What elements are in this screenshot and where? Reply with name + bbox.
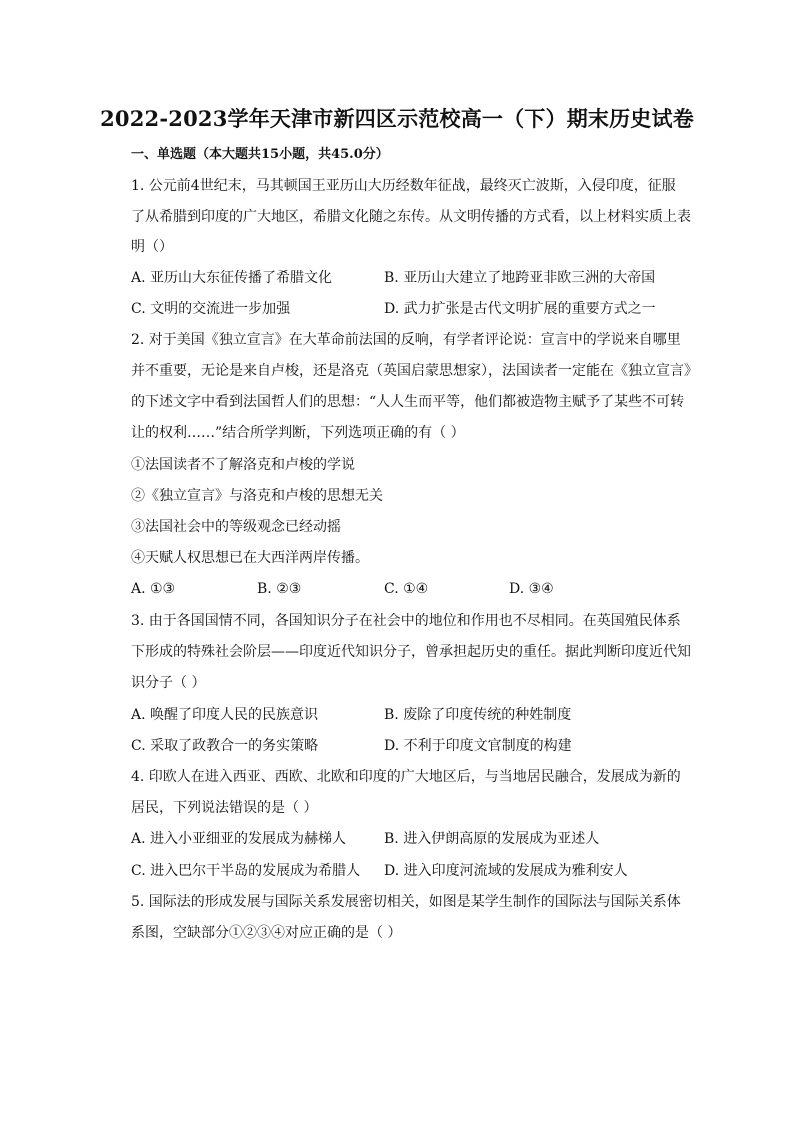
- q1-option-d: D. 武力扩张是古代文明扩展的重要方式之一: [384, 301, 656, 317]
- q4-option-c: C. 进入巴尔干半岛的发展成为希腊人: [131, 863, 361, 879]
- q2-option-b: B. ②③: [257, 581, 302, 597]
- q3-option-c: C. 采取了政教合一的务实策略: [131, 738, 319, 754]
- q2-option-a: A. ①③: [131, 581, 176, 597]
- section-heading: 一、单选题（本大题共15小题，共45.0分）: [131, 147, 389, 162]
- q2-statement: ④天赋人权思想已在大西洋两岸传播。: [131, 550, 369, 566]
- q3-option-b: B. 废除了印度传统的种姓制度: [384, 707, 572, 723]
- q2-statement: ①法国读者不了解洛克和卢梭的学说: [131, 457, 355, 473]
- q4-option-b: B. 进入伊朗高原的发展成为亚述人: [384, 831, 600, 847]
- q4-stem-line: 4. 印欧人在进入西亚、西欧、北欧和印度的广大地区后，与当地居民融合，发展成为新的: [131, 769, 681, 785]
- q3-stem-line: 3. 由于各国国情不同，各国知识分子在社会中的地位和作用也不尽相同。在英国殖民体系: [131, 613, 681, 629]
- exam-title: 2022-2023学年天津市新四区示范校高一（下）期末历史试卷: [100, 106, 694, 131]
- q1-option-c: C. 文明的交流进一步加强: [131, 301, 291, 317]
- q2-statement: ③法国社会中的等级观念已经动摇: [131, 519, 341, 535]
- q1-option-a: A. 亚历山大东征传播了希腊文化: [131, 270, 333, 286]
- q2-option-c: C. ①④: [384, 581, 429, 597]
- q4-option-a: A. 进入小亚细亚的发展成为赫梯人: [131, 831, 347, 847]
- q3-option-a: A. 唤醒了印度人民的民族意识: [131, 707, 319, 723]
- q1-option-b: B. 亚历山大建立了地跨亚非欧三洲的大帝国: [384, 270, 656, 286]
- q2-option-d: D. ③④: [509, 581, 554, 597]
- q5-stem-line: 系图，空缺部分①②③④对应正确的是（ ）: [131, 925, 402, 941]
- q3-stem-line: 识分子（ ）: [131, 675, 206, 691]
- q2-stem-line: 让的权利……”结合所学判断，下列选项正确的有（ ）: [131, 425, 465, 441]
- q1-stem-line: 了从希腊到印度的广大地区，希腊文化随之东传。从文明传播的方式看，以上材料实质上表: [131, 209, 691, 225]
- q3-option-d: D. 不利于印度文官制度的构建: [384, 738, 572, 754]
- q4-stem-line: 居民，下列说法错误的是（ ）: [131, 800, 318, 816]
- q4-option-d: D. 进入印度河流域的发展成为雅利安人: [384, 863, 628, 879]
- q3-stem-line: 下形成的特殊社会阶层——印度近代知识分子，曾承担起历史的重任。据此判断印度近代知: [131, 644, 691, 660]
- q1-stem-line: 1. 公元前4世纪末，马其顿国王亚历山大历经数年征战，最终灭亡波斯，入侵印度，征服: [131, 178, 676, 194]
- q1-stem-line: 明（）: [131, 239, 173, 255]
- q2-stem-line: 的下述文字中看到法国哲人们的思想：“人人生而平等，他们都被造物主赋予了某些不可转: [131, 394, 685, 410]
- q5-stem-line: 5. 国际法的形成发展与国际关系发展密切相关，如图是某学生制作的国际法与国际关系体: [131, 894, 681, 910]
- q2-stem-line: 2. 对于美国《独立宣言》在大革命前法国的反响，有学者评论说：宣言中的学说来自哪里: [131, 332, 681, 348]
- q2-statement: ②《独立宣言》与洛克和卢梭的思想无关: [131, 488, 383, 504]
- q2-stem-line: 并不重要，无论是来自卢梭，还是洛克（英国启蒙思想家），法国读者一定能在《独立宣言》: [131, 363, 698, 379]
